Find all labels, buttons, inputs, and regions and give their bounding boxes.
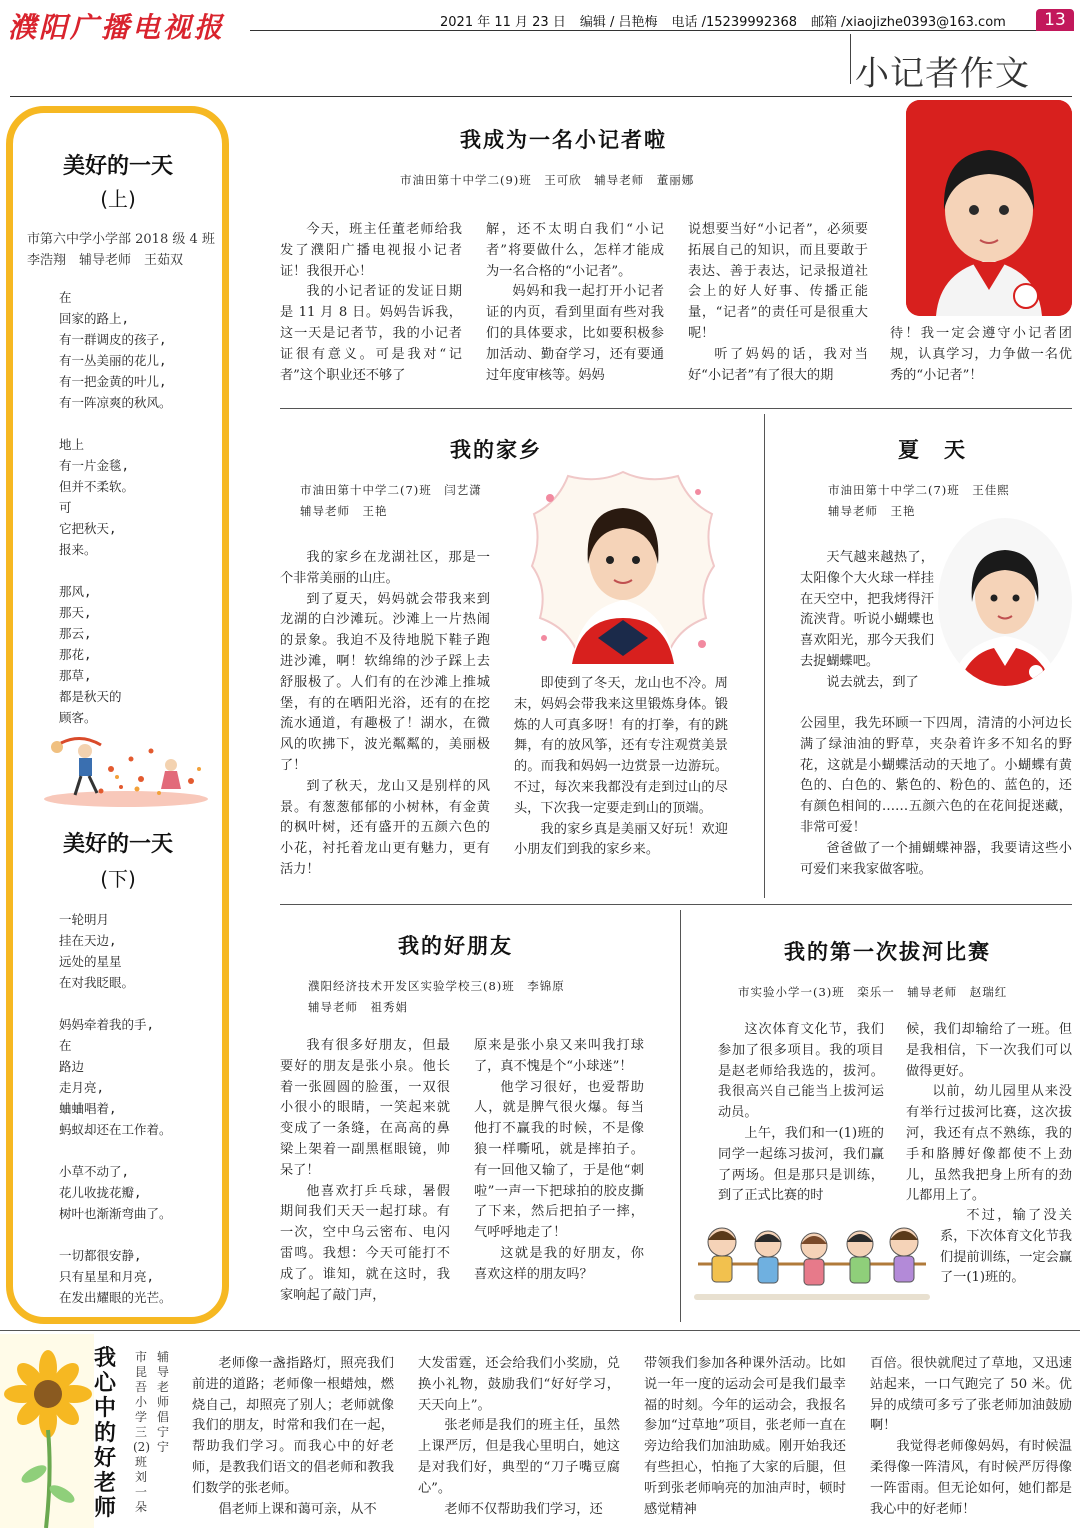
paragraph: 倡老师上课和蔼可亲，从不 [218, 1501, 377, 1517]
article6-byline2: 辅导老师 倡宁宁 [156, 1350, 182, 1454]
article1-col1 [280, 220, 462, 388]
article4-title: 我的好朋友 [398, 934, 513, 958]
poem-line: 有一阵凉爽的秋风。 [59, 395, 172, 410]
paragraph: 我有很多好朋友，但最要好的朋友是张小泉。他长着一张圆圆的脸蛋，一双很小很小的眼睛，一笑起来就变成了一条缝，在高高的鼻梁上架着一副黑框眼镜，帅呆了！ [280, 1038, 450, 1178]
paragraph: 说去就去，到了 [826, 674, 919, 690]
poem2-subtitle: (下) [100, 867, 136, 891]
article1-col2 [486, 220, 664, 388]
poem-line: 在发出耀眼的光芒。 [59, 1290, 172, 1305]
poem-line: 在 [59, 290, 72, 305]
poem-line: 但并不柔软。 [59, 479, 135, 494]
poem-line: 可 [59, 500, 72, 515]
byline-author: 李浩翔 辅导老师 王茹双 [27, 253, 184, 268]
article5-col1 [718, 1020, 884, 1212]
poem-line: 有一群调皮的孩子, [59, 332, 167, 347]
article3-title: 夏 天 [898, 438, 967, 462]
article2-col2 [514, 674, 728, 882]
byline-school: 市第六中学小学部 2018 级 4 班 [27, 232, 215, 247]
divider-5 [0, 1330, 1080, 1331]
header-rule [250, 30, 1050, 31]
poem-line: 那风, [59, 584, 92, 599]
poem-line: 有一把金黄的叶儿, [59, 374, 167, 389]
article1-col3 [688, 220, 868, 388]
article5-col3 [940, 1206, 1072, 1306]
section-divider [850, 34, 851, 84]
reporter-photo-1 [906, 100, 1072, 316]
poem1-subtitle: (上) [100, 187, 136, 211]
article2-title: 我的家乡 [450, 438, 542, 462]
paragraph: 我的家乡在龙湖社区，那是一个非常美丽的山庄。 [280, 550, 490, 586]
article2-byline1: 市油田第十中学二(7)班 闫艺潇 [300, 483, 482, 497]
divider-4 [680, 910, 681, 1322]
divider-2 [764, 414, 765, 898]
article4-byline1: 濮阳经济技术开发区实验学校三(8)班 李锦原 [308, 979, 565, 993]
divider-1 [280, 408, 1072, 409]
article1-col4 [890, 324, 1072, 388]
poem-line: 都是秋天的 [59, 689, 122, 704]
article6-col3 [644, 1354, 846, 1526]
masthead: 濮阳广播电视报 [8, 11, 226, 44]
article3-col1 [800, 548, 934, 714]
poem-line: 蚂蚁却还在工作着。 [59, 1122, 172, 1137]
paragraph: 公园里，我先环顾一下四周，清清的小河边长满了绿油油的野草，夹杂着许多不知名的野花，这就是小蝴蝶活动的天地了。小蝴蝶有黄色的、白色的、紫色的、粉色的、蓝色的，还有颜色相间的……五颜六色的在花间捉迷藏，非常可爱！ [800, 716, 1072, 835]
poem1-byline [27, 229, 227, 271]
article4-col2 [474, 1036, 644, 1308]
paragraph: 不过，输了没关系，下次体育文化节我们提前训练，一定会赢了一(1)班的。 [940, 1208, 1072, 1286]
poem-line: 在对我眨眼。 [59, 975, 135, 990]
paragraph: 听了妈妈的话，我对当好“小记者”有了很大的期 [688, 346, 868, 383]
autumn-kids-illustration [41, 729, 211, 807]
poem-line: 有一片金毯, [59, 458, 130, 473]
paragraph: 我的家乡真是美丽又好玩！欢迎小朋友们到我的家乡来。 [514, 821, 728, 858]
article1-title: 我成为一名小记者啦 [460, 128, 667, 152]
poem-line: 在 [59, 1038, 72, 1053]
poem-line: 蛐蛐唱着, [59, 1101, 117, 1116]
paragraph: 待！我一定会遵守小记者团规，认真学习，力争做一名优秀的“小记者”！ [890, 326, 1072, 383]
article3-byline1: 市油田第十中学二(7)班 王佳熙 [828, 483, 1010, 497]
poem-line: 那花, [59, 647, 92, 662]
poem-line: 一切都很安静, [59, 1248, 142, 1263]
paragraph: 天气越来越热了，太阳像个大火球一样挂在天空中，把我烤得汗流浃背。听说小蝴蝶也喜欢阳光，那今天我们去捉蝴蝶吧。 [800, 550, 934, 669]
paragraph: 大发雷霆，还会给我们小奖励，兑换小礼物，鼓励我们“好好学习，天天向上”。 [418, 1356, 620, 1413]
article6-col2 [418, 1354, 620, 1526]
paragraph: 老师像一盏指路灯，照亮我们前进的道路；老师像一根蜡烛，燃烧自己，却照亮了别人；老师就像我们的朋友，时常和我们在一起，帮助我们学习。而我心中的好老师，是教我们语文的倡老师和教我们数学的张老师。 [192, 1356, 394, 1496]
paragraph: 到了秋天，龙山又是别样的风景。有葱葱郁郁的小树林，有金黄的枫叶树，还有盛开的五颜六色的小花，衬托着龙山更有魅力，更有活力！ [280, 778, 490, 877]
poem-line: 那草, [59, 668, 92, 683]
article4-byline2: 辅导老师 祖秀娟 [308, 1000, 408, 1014]
poem-line: 小草不动了, [59, 1164, 130, 1179]
issue-date: 2021 年 11 月 23 日 [440, 15, 566, 30]
article5-byline: 市实验小学一(3)班 栾乐一 辅导老师 赵瑞红 [738, 985, 1008, 999]
top-rule [10, 96, 1072, 97]
paragraph: 我的小记者证的发证日期是 11 月 8 日。妈妈告诉我，这一天是记者节，我的小记者证很有意义。可是我对“记者”这个职业还不够了 [280, 284, 462, 383]
poem-line [59, 560, 172, 581]
poem-line: 回家的路上, [59, 311, 130, 326]
article6-byline1: 市昆吾小学三(2)班 刘一朵 [133, 1350, 160, 1514]
poem-line [59, 413, 172, 434]
article6-title: 我心中的好老师 [93, 1346, 116, 1521]
header-meta [440, 11, 1006, 30]
poem1-body [59, 287, 172, 728]
poem-line: 报来。 [59, 542, 97, 557]
paragraph: 即使到了冬天，龙山也不冷。周末，妈妈会带我来这里锻炼身体。锻炼的人可真多呀！有的打拳，有的跳舞，有的放风筝，还有专注观赏美景的。而我和妈妈一边赏景一边游玩。不过，每次来我都没有走到过山的尽头，下次我一定要走到山的顶端。 [514, 676, 728, 816]
tug-of-war-illustration [694, 1216, 930, 1308]
article4-col1 [280, 1036, 450, 1308]
sunflower-decoration [0, 1334, 94, 1528]
paragraph: 百倍。很快就爬过了草地，又迅速站起来，一口气跑完了 50 米。优异的成绩可多亏了张老师加油鼓励啊！ [870, 1356, 1072, 1434]
page-number-badge: 13 [1036, 9, 1074, 31]
paragraph: 候，我们却输给了一班。但是我相信，下一次我们可以做得更好。 [906, 1022, 1072, 1079]
poem-line [59, 1224, 172, 1245]
poem1-title: 美好的一天 [62, 154, 173, 179]
paragraph: 到了夏天，妈妈就会带我来到龙湖的白沙滩玩。沙滩上一片热闹的景象。我迫不及待地脱下鞋子跑进沙滩，啊！软绵绵的沙子踩上去舒服极了。人们有的在沙滩上推城堡，有的在晒阳光浴，还有的在挖流水通道，有趣极了！湖水，在微风的吹拂下，波光粼粼的，美丽极了！ [280, 591, 490, 773]
paragraph: 这次体育文化节，我们参加了很多项目。我的项目是赵老师给我选的，拔河。我很高兴自己能当上拔河运动员。 [718, 1022, 884, 1121]
poem-line [59, 1140, 172, 1161]
article1-byline: 市油田第十中学二(9)班 王可欣 辅导老师 董丽娜 [400, 173, 695, 187]
paragraph: 解，还不太明白我们“小记者”将要做什么，怎样才能成为一名合格的“小记者”。 [486, 222, 664, 279]
paragraph: 他喜欢打乒乓球，暑假期间我们天天一起打球。有一次，空中乌云密布、电闪雷鸣。我想：今天可能打不成了。谁知，就在这时，我家响起了敲门声， [280, 1183, 450, 1303]
article6-col1 [192, 1354, 394, 1526]
paragraph: 他学习很好，也爱帮助人，就是脾气很火爆。每当他打不赢我的时候，不是像狼一样嘶吼，就是摔拍子。有一回他又输了，于是他“刺啦”一声一下把球拍的胶皮撕了下来，然后把拍子一摔，气呼呼地走了！ [474, 1079, 644, 1241]
poem-line: 地上 [59, 437, 85, 452]
poem-line: 它把秋天, [59, 521, 117, 536]
paragraph: 妈妈和我一起打开小记者证的内页，看到里面有些对我们的具体要求，比如要积极参加活动、勤奋学习，还有要通过年度审核等。妈妈 [486, 284, 664, 383]
paragraph: 带领我们参加各种课外活动。比如说一年一度的运动会可是我们最幸福的时刻。今年的运动会，我报名参加“过草地”项目，张老师一直在旁边给我们加油助威。刚开始我还有些担心，怕拖了大家的后腿，但听到张老师响亮的加油声时，顿时感觉精神 [644, 1356, 846, 1517]
paragraph: 上午，我们和一(1)班的同学一起练习拔河，我们赢了两场。但是那只是训练，到了正式比赛的时 [718, 1125, 884, 1204]
poem-line: 路边 [59, 1059, 85, 1074]
poem-line: 那云, [59, 626, 92, 641]
poem-line: 一轮明月 [59, 912, 110, 927]
paragraph: 我觉得老师像妈妈，有时候温柔得像一阵清风，有时候严厉得像一阵雷雨。但无论如何，她们都是我心中的好老师！ [870, 1439, 1072, 1517]
reporter-photo-3 [938, 518, 1072, 686]
poem-line [59, 993, 172, 1014]
poem-line: 树叶也渐渐弯曲了。 [59, 1206, 172, 1221]
divider-3 [280, 904, 1072, 905]
paragraph: 老师不仅帮助我们学习，还 [444, 1501, 603, 1517]
poem-line: 挂在天边, [59, 933, 117, 948]
poem-line: 远处的星星 [59, 954, 122, 969]
poem-line: 只有星星和月亮, [59, 1269, 155, 1284]
paragraph: 这就是我的好朋友，你喜欢这样的朋友吗？ [474, 1245, 644, 1282]
poem-sidebar [6, 106, 229, 1324]
email: 邮箱 /xiaojizhe0393@163.com [811, 15, 1006, 30]
poem-line: 顾客。 [59, 710, 97, 725]
poem2-body [59, 909, 172, 1308]
paragraph: 以前，幼儿园里从来没有举行过拔河比赛，这次拔河，我还有点不熟练，我的手和胳膊好像都使不上劲儿，虽然我把身上所有的劲儿都用上了。 [906, 1084, 1072, 1204]
article3-byline2: 辅导老师 王艳 [828, 504, 916, 518]
phone: 电话 /15239992368 [671, 15, 797, 30]
paragraph: 今天，班主任董老师给我发了濮阳广播电视报小记者证！我很开心！ [280, 222, 462, 279]
article3-col2 [800, 714, 1072, 882]
poem-line: 妈妈牵着我的手, [59, 1017, 155, 1032]
article5-col2 [906, 1020, 1072, 1212]
poem2-title: 美好的一天 [62, 832, 173, 857]
article6-col4 [870, 1354, 1072, 1526]
paragraph: 原来是张小泉又来叫我打球了，真不愧是个“小球迷”！ [474, 1038, 644, 1074]
poem-line: 走月亮, [59, 1080, 105, 1095]
editor: 编辑 / 吕艳梅 [579, 15, 658, 30]
paragraph: 爸爸做了一个捕蝴蝶神器，我要请这些小可爱们来我家做客啦。 [800, 840, 1072, 877]
reporter-photo-2 [528, 468, 718, 664]
article5-title: 我的第一次拔河比赛 [784, 940, 991, 964]
poem-line: 花儿收拢花瓣, [59, 1185, 142, 1200]
poem-line: 那天, [59, 605, 92, 620]
article2-byline2: 辅导老师 王艳 [300, 504, 388, 518]
paragraph: 说想要当好“小记者”，必须要拓展自己的知识，而且要敢于表达、善于表达，记录报道社会上的好人好事、传播正能量，“记者”的责任可是很重大呢！ [688, 222, 868, 341]
section-title: 小记者作文 [855, 54, 1030, 94]
article2-col1 [280, 548, 490, 882]
paragraph: 张老师是我们的班主任，虽然上课严厉，但是我心里明白，她这是对我们好，典型的“刀子嘴豆腐心”。 [418, 1418, 620, 1496]
poem-line: 有一丛美丽的花儿, [59, 353, 167, 368]
